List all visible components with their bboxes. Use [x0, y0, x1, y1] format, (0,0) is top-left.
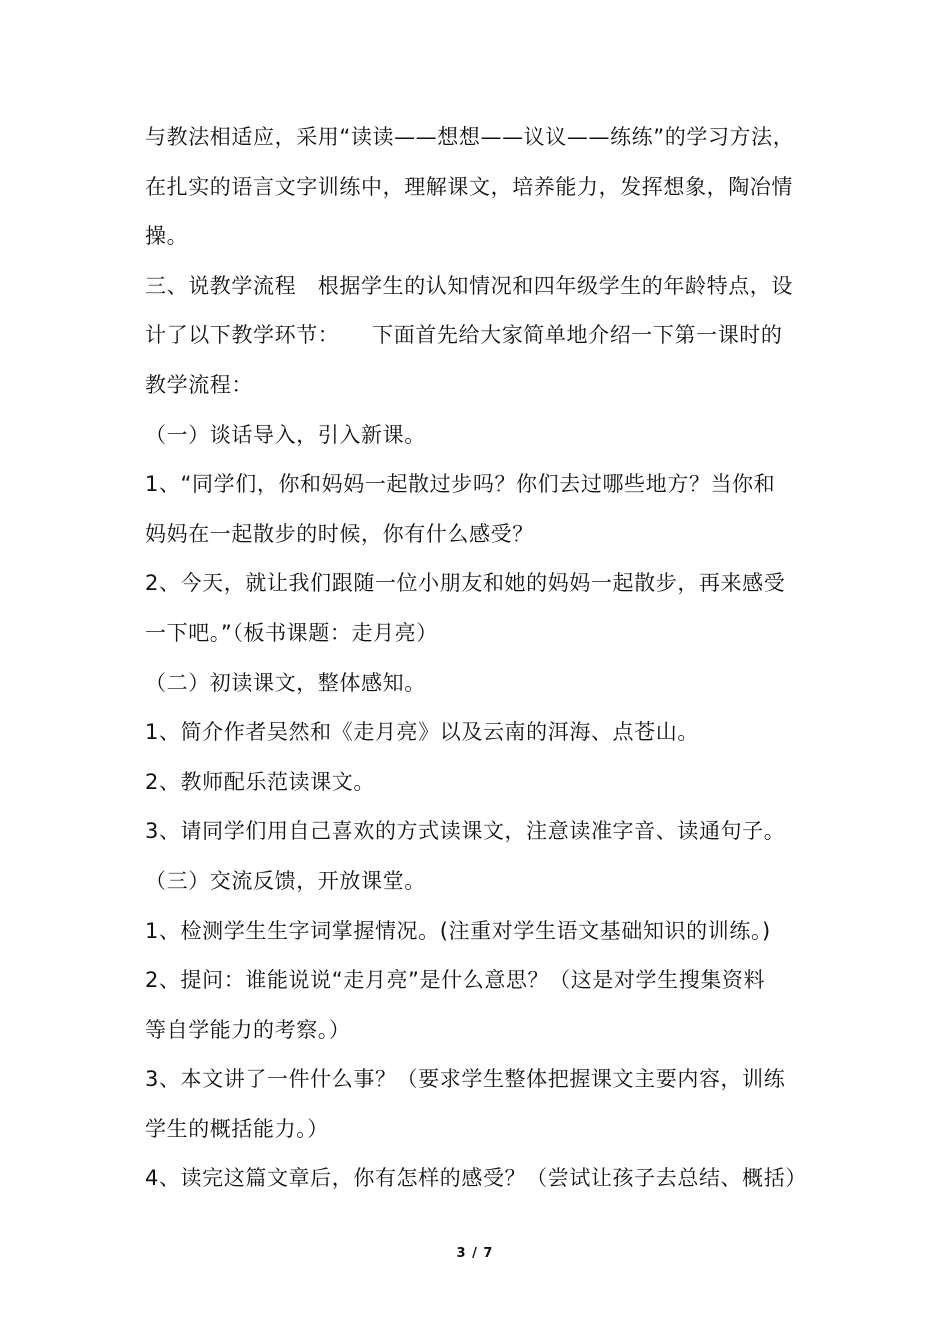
section-heading-line: 三、说教学流程 根据学生的认知情况和四年级学生的年龄特点，设	[145, 273, 793, 298]
text-line: 与教法相适应，采用“读读——想想——议议——练练”的学习方法，	[145, 125, 795, 149]
text-line: 学生的概括能力。）	[145, 1116, 329, 1141]
document-body	[145, 113, 810, 1204]
text-line: 1、简介作者吴然和《走月亮》以及云南的洱海、点苍山。	[145, 720, 699, 745]
subsection-heading: （二）初读课文，整体感知。	[145, 670, 426, 695]
text-line: 操。	[145, 224, 189, 249]
text-line: 妈妈在一起散步的时候，你有什么感受？	[145, 521, 534, 546]
text-line: 等自学能力的考察。）	[145, 1017, 351, 1042]
text-line: 3、本文讲了一件什么事？（要求学生整体把握课文主要内容，训练	[145, 1067, 786, 1092]
text-line: 教学流程：	[145, 372, 253, 397]
page-number: 3 / 7	[456, 1246, 494, 1261]
text-line: 一下吧。”（板书课题：走月亮）	[145, 620, 438, 645]
text-line: 3、请同学们用自己喜欢的方式读课文，注意读准字音、读通句子。	[145, 819, 786, 844]
subsection-heading: （一）谈话导入，引入新课。	[145, 422, 426, 447]
text-line: 2、教师配乐范读课文。	[145, 769, 375, 794]
text-line: 计了以下教学环节： 下面首先给大家简单地介绍一下第一课时的	[145, 323, 783, 348]
text-line: 4、读完这篇文章后，你有怎样的感受？（尝试让孩子去总结、概括）	[145, 1166, 807, 1191]
text-line: 1、“同学们，你和妈妈一起散过步吗？你们去过哪些地方？当你和	[145, 472, 776, 497]
text-line: 在扎实的语言文字训练中，理解课文，培养能力，发挥想象，陶冶情	[145, 174, 793, 199]
text-line: 2、今天，就让我们跟随一位小朋友和她的妈妈一起散步，再来感受	[145, 571, 786, 596]
subsection-heading: （三）交流反馈，开放课堂。	[145, 868, 426, 893]
text-line: 1、检测学生生字词掌握情况。(注重对学生语文基础知识的训练。)	[145, 918, 771, 943]
text-line: 2、提问：谁能说说“走月亮”是什么意思？（这是对学生搜集资料	[145, 968, 766, 993]
